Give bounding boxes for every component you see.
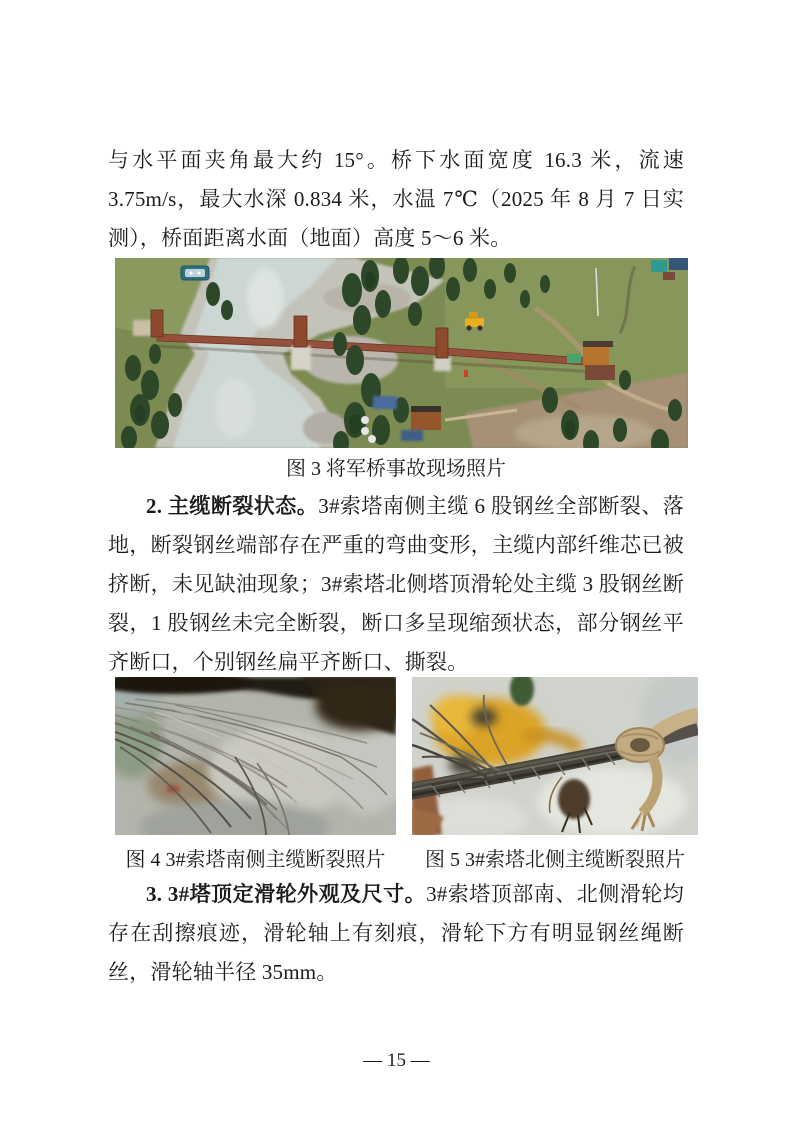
trampoline bbox=[181, 266, 209, 280]
paragraph2-text: 3#索塔南侧主缆 6 股钢丝全部断裂、落地，断裂钢丝端部存在严重的弯曲变形，主缆内部纤维芯已被挤断，未见缺油现象；3#索塔北侧塔顶滑轮处主缆 3 股钢丝断裂，1 股钢丝未完全断裂，断口多呈现缩颈状态，部分钢丝平齐断口，个别钢丝扁平齐断口、撕裂。 bbox=[108, 494, 685, 674]
figure3-caption: 图 3 将军桥事故现场照片 bbox=[286, 458, 506, 480]
paragraph-pulley bbox=[108, 875, 684, 992]
bridge-tower-right bbox=[436, 328, 448, 358]
figure3-bridge-aerial-photo bbox=[115, 258, 688, 448]
figure5-north-cable-photo bbox=[412, 677, 698, 835]
figure4-caption: 图 4 3#索塔南侧主缆断裂照片 bbox=[125, 849, 386, 871]
paragraph2-lead: 2. 主缆断裂状态。 bbox=[146, 494, 319, 518]
paragraph3-lead: 3. 3#塔顶定滑轮外观及尺寸。 bbox=[146, 882, 427, 906]
paragraph-cable-breakage bbox=[108, 487, 684, 682]
paragraph-measurements: 与水平面夹角最大约 15°。桥下水面宽度 16.3 米，流速 3.75m/s，最大水深 0.834 米，水温 7℃（2025 年 8 月 7 日实测），桥面距离水面（地面）高度 5～6 米。 bbox=[108, 148, 684, 250]
figure5-caption: 图 5 3#索塔北侧主缆断裂照片 bbox=[425, 849, 685, 871]
paragraph3-text: 3#索塔顶部南、北侧滑轮均存在刮擦痕迹，滑轮轴上有刻痕，滑轮下方有明显钢丝绳断丝，滑轮轴半径 35mm。 bbox=[108, 882, 684, 984]
bridge-tower-left bbox=[151, 310, 163, 337]
page-number: — 15 — bbox=[363, 1050, 430, 1071]
blue-roof-cabin bbox=[651, 260, 667, 272]
station-building bbox=[583, 347, 609, 368]
bridge-tower-center bbox=[294, 316, 307, 347]
figure4-south-cable-photo bbox=[115, 677, 396, 835]
